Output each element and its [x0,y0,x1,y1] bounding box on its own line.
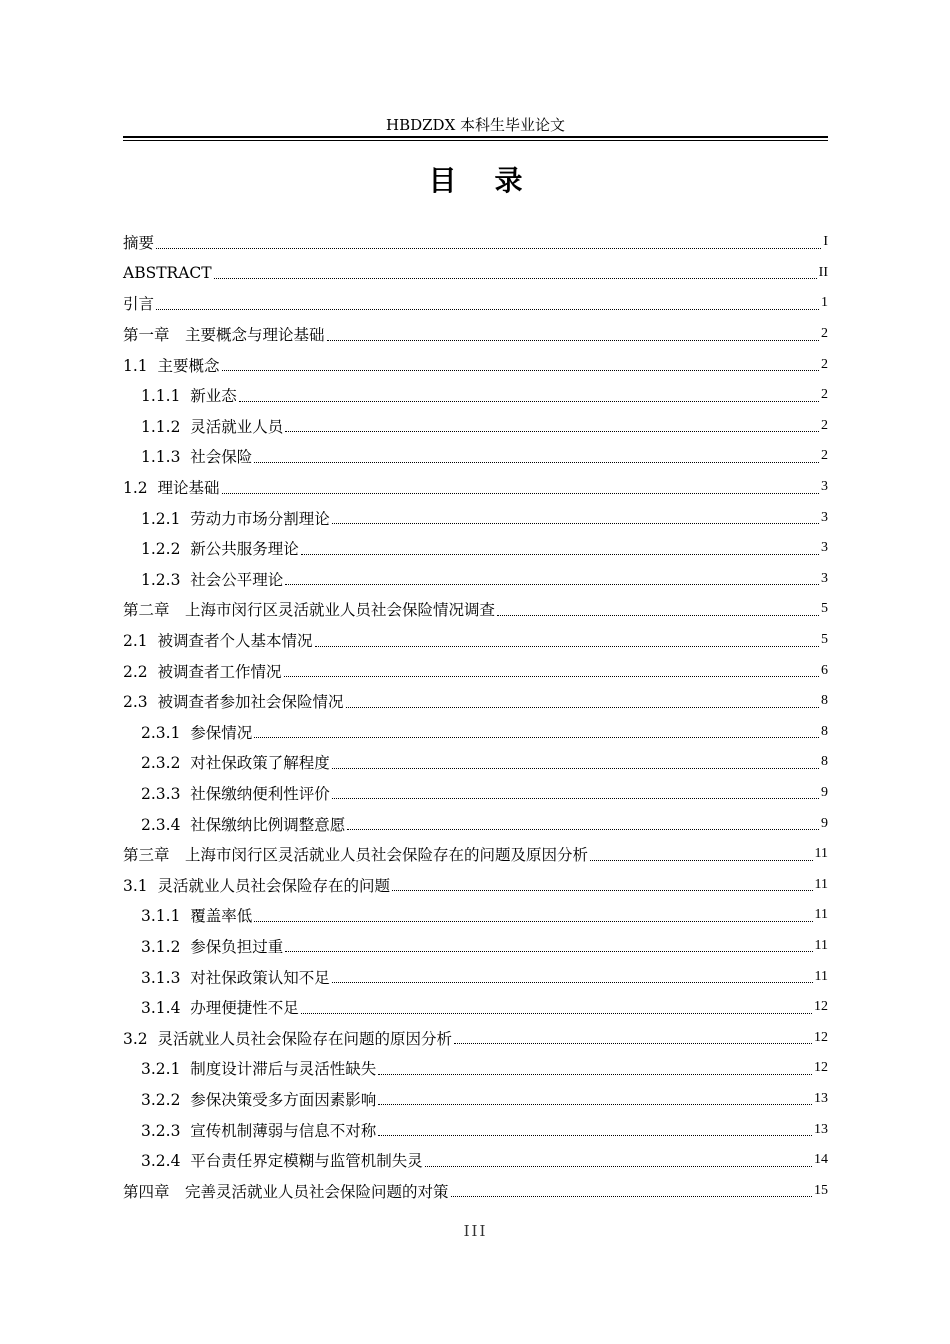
toc-dot-leader [392,890,813,891]
toc-dot-leader [590,860,813,861]
toc-entry[interactable] [123,869,828,900]
toc-entry-title: 第一章 主要概念与理论基础 [123,326,325,345]
toc-entry-page: 5 [821,601,828,617]
toc-dot-leader [301,1013,812,1014]
page-title: 目录 [428,164,561,197]
toc-entry-page: I [823,234,828,250]
header-rule-thick [123,136,828,138]
toc-dot-leader [327,340,819,341]
toc-dot-leader [285,584,819,585]
toc-entry-page: 12 [814,1060,828,1076]
toc-entry-page: II [818,264,828,280]
toc-dot-leader [301,554,819,555]
toc-entry-page: 11 [814,846,828,862]
toc-dot-leader [497,615,819,616]
toc-entry-title: 3.1 灵活就业人员社会保险存在的问题 [123,876,391,895]
toc-entry[interactable] [123,747,828,778]
toc-dot-leader [332,768,819,769]
toc-entry[interactable] [123,655,828,686]
toc-entry[interactable] [123,472,828,503]
toc-entry-title: 3.1.1 覆盖率低 [141,907,253,926]
toc-entry-page: 8 [821,693,828,709]
toc-entry-page: 5 [821,632,828,648]
toc-entry-page: 3 [821,479,828,495]
toc-dot-leader [285,951,812,952]
toc-entry-title: 第二章 上海市闵行区灵活就业人员社会保险情况调查 [123,601,496,620]
toc-entry[interactable] [123,441,828,472]
toc-entry-title: 2.1 被调查者个人基本情况 [123,632,313,651]
toc-entry[interactable] [123,808,828,839]
toc-entry-page: 11 [814,907,828,923]
toc-dot-leader [378,1104,812,1105]
toc-entry[interactable] [123,502,828,533]
toc-entry-title: 2.3 被调查者参加社会保险情况 [123,693,344,712]
toc-entry-title: 摘要 [123,234,155,253]
toc-entry-title: 引言 [123,295,155,314]
toc-entry-title: 1.2.3 社会公平理论 [141,570,284,589]
toc-dot-leader [332,982,813,983]
toc-entry[interactable] [123,288,828,319]
toc-entry[interactable] [123,411,828,442]
toc-entry-title: 1.1 主要概念 [123,356,220,375]
toc-dot-leader [425,1166,812,1167]
toc-entry[interactable] [123,1084,828,1115]
toc-entry[interactable] [123,1145,828,1176]
toc-entry-page: 2 [821,387,828,403]
toc-entry-page: 12 [814,999,828,1015]
toc-dot-leader [332,798,819,799]
toc-entry-page: 11 [814,937,828,953]
toc-entry[interactable] [123,778,828,809]
toc-entry[interactable] [123,686,828,717]
toc-entry[interactable] [123,717,828,748]
toc-entry[interactable] [123,533,828,564]
toc-entry-page: 12 [814,1029,828,1045]
toc-entry-page: 9 [821,815,828,831]
toc-dot-leader [332,523,819,524]
toc-entry[interactable] [123,839,828,870]
toc-dot-leader [284,676,819,677]
toc-entry-page: 11 [814,876,828,892]
toc-entry-page: 2 [821,417,828,433]
toc-entry-page: 13 [814,1121,828,1137]
toc-entry-title: 2.3.2 对社保政策了解程度 [141,754,330,773]
toc-entry[interactable] [123,258,828,289]
table-of-contents [123,227,828,1206]
toc-entry-page: 2 [821,448,828,464]
toc-dot-leader [156,248,821,249]
header-rule-thin [123,140,828,141]
toc-dot-leader [254,737,819,738]
running-header: HBDZDX 本科生毕业论文 [385,116,566,134]
toc-entry-title: 1.1.2 灵活就业人员 [141,417,284,436]
toc-entry[interactable] [123,227,828,258]
toc-dot-leader [378,1074,812,1075]
toc-entry-page: 3 [821,509,828,525]
toc-entry-title: 2.3.3 社保缴纳便利性评价 [141,784,330,803]
toc-entry-title: 3.1.3 对社保政策认知不足 [141,968,330,987]
toc-entry-title: 2.3.1 参保情况 [141,723,253,742]
toc-entry-page: 9 [821,784,828,800]
toc-entry-page: 8 [821,723,828,739]
toc-dot-leader [239,401,819,402]
toc-entry-title: 1.1.1 新业态 [141,387,237,406]
toc-entry[interactable] [123,900,828,931]
toc-entry[interactable] [123,931,828,962]
toc-dot-leader [454,1043,812,1044]
toc-entry-page: 8 [821,754,828,770]
toc-entry[interactable] [123,1114,828,1145]
toc-dot-leader [285,431,819,432]
toc-dot-leader [222,370,819,371]
toc-entry[interactable] [123,1175,828,1206]
toc-entry-page: 6 [821,662,828,678]
toc-dot-leader [451,1196,812,1197]
toc-dot-leader [254,921,812,922]
toc-dot-leader [346,707,819,708]
toc-entry-page: 2 [821,356,828,372]
toc-entry-page: 2 [821,326,828,342]
toc-dot-leader [214,278,817,279]
toc-entry-page: 1 [821,295,828,311]
toc-entry-page: 15 [814,1182,828,1198]
toc-entry-title: 3.2.4 平台责任界定模糊与监管机制失灵 [141,1152,423,1171]
toc-entry-title: 1.1.3 社会保险 [141,448,253,467]
toc-dot-leader [222,493,819,494]
toc-entry-page: 11 [814,968,828,984]
toc-entry-title: 3.1.2 参保负担过重 [141,937,284,956]
toc-entry-title: 2.3.4 社保缴纳比例调整意愿 [141,815,346,834]
toc-entry[interactable] [123,961,828,992]
toc-entry-page: 14 [814,1152,828,1168]
toc-entry[interactable] [123,594,828,625]
toc-entry-page: 13 [814,1090,828,1106]
toc-entry-page: 3 [821,540,828,556]
toc-dot-leader [254,462,819,463]
toc-entry[interactable] [123,380,828,411]
toc-entry-title: 3.1.4 办理便捷性不足 [141,999,299,1018]
toc-entry-title: 3.2.2 参保决策受多方面因素影响 [141,1090,377,1109]
toc-entry[interactable] [123,564,828,595]
toc-dot-leader [347,829,819,830]
toc-entry-title: 1.2 理论基础 [123,479,220,498]
toc-entry-title: 3.2.1 制度设计滞后与灵活性缺失 [141,1060,377,1079]
toc-entry-page: 3 [821,570,828,586]
toc-entry-title: 1.2.1 劳动力市场分割理论 [141,509,330,528]
page-number: III [463,1222,488,1240]
toc-dot-leader [156,309,819,310]
toc-entry[interactable] [123,319,828,350]
toc-dot-leader [315,646,819,647]
toc-dot-leader [378,1135,812,1136]
toc-entry-title: 第三章 上海市闵行区灵活就业人员社会保险存在的问题及原因分析 [123,846,589,865]
toc-entry-title: 1.2.2 新公共服务理论 [141,540,299,559]
toc-entry[interactable] [123,625,828,656]
toc-entry[interactable] [123,1053,828,1084]
toc-entry-title: 3.2 灵活就业人员社会保险存在问题的原因分析 [123,1029,453,1048]
toc-entry[interactable] [123,1022,828,1053]
toc-entry-title: 2.2 被调查者工作情况 [123,662,282,681]
toc-entry-title: 3.2.3 宣传机制薄弱与信息不对称 [141,1121,377,1140]
toc-entry-title: 第四章 完善灵活就业人员社会保险问题的对策 [123,1182,449,1201]
toc-entry[interactable] [123,992,828,1023]
toc-entry-title: ABSTRACT [123,263,212,282]
toc-entry[interactable] [123,349,828,380]
